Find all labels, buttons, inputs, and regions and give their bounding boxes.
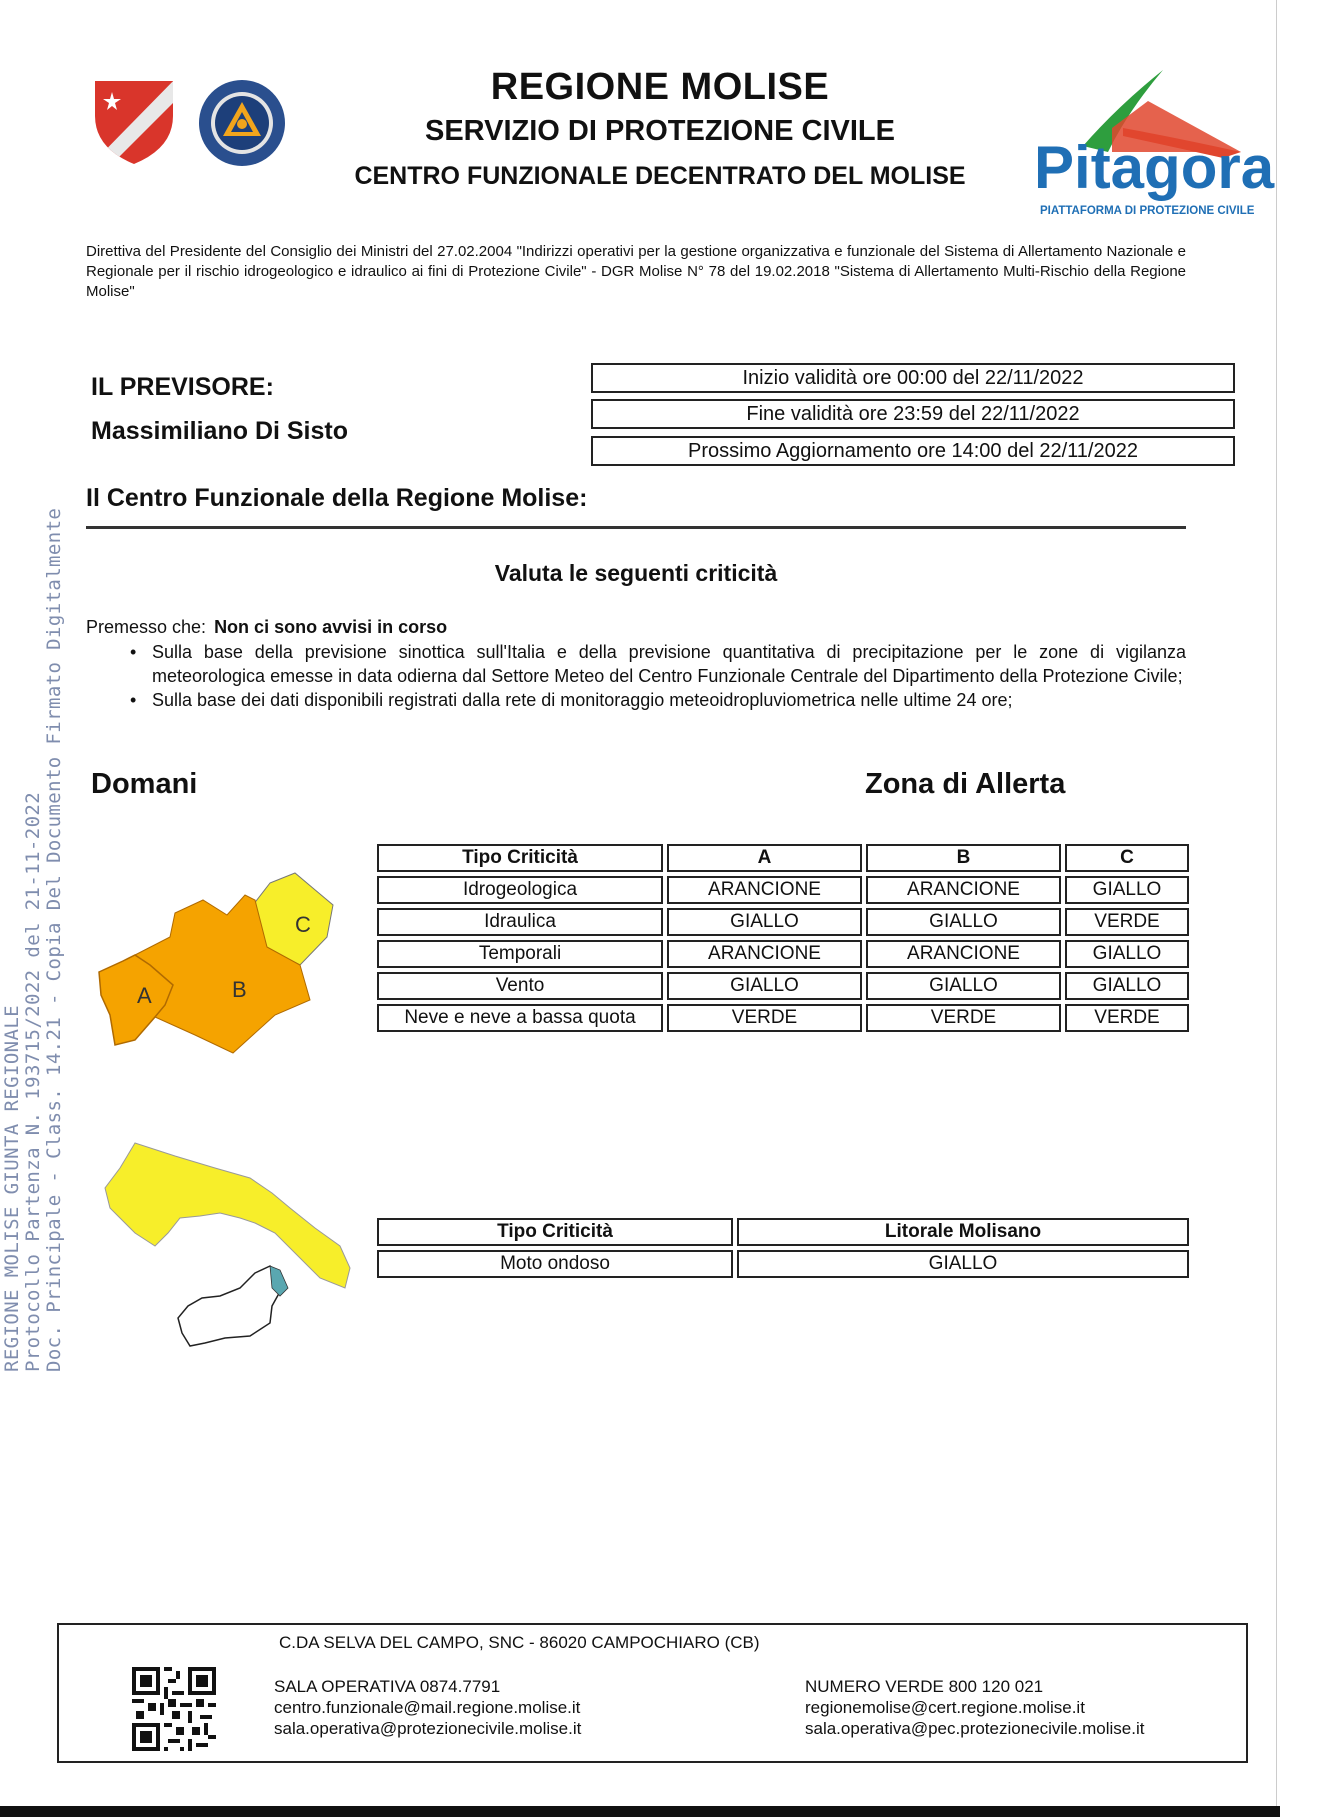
- row-label-cell: Idraulica: [377, 908, 663, 936]
- header-cell: B: [866, 844, 1061, 872]
- footer-pec-link[interactable]: sala.operativa@pec.protezionecivile.molise.it: [805, 1719, 1145, 1738]
- level-cell: GIALLO: [1065, 972, 1189, 1000]
- bullet-item: • Sulla base dei dati disponibili registrati dalla rete di monitoraggio meteoidropluviometrica nelle ultime 24 ore;: [130, 688, 1186, 712]
- zone-a-label: A: [137, 983, 152, 1008]
- footer-pec-link[interactable]: regionemolise@cert.regione.molise.it: [805, 1698, 1085, 1717]
- row-label-cell: Moto ondoso: [377, 1250, 733, 1278]
- level-cell: GIALLO: [1065, 876, 1189, 904]
- validity-start-box: Inizio validità ore 00:00 del 22/11/2022: [591, 363, 1235, 393]
- table-row: [377, 1004, 1189, 1032]
- level-cell: GIALLO: [737, 1250, 1189, 1278]
- domani-title: Domani: [91, 768, 198, 800]
- pitagora-logo: [1028, 66, 1275, 221]
- table-header-row: [377, 844, 1189, 872]
- molise-outline: [178, 1266, 282, 1346]
- zone-b-label: B: [232, 977, 247, 1002]
- forecaster-name: Massimiliano Di Sisto: [91, 417, 349, 445]
- footer-toll-free: NUMERO VERDE 800 120 021: [805, 1677, 1044, 1696]
- footer-contact-box: [57, 1623, 1248, 1763]
- logo-wordmark: Pitagora: [1034, 134, 1275, 201]
- footer-email-link[interactable]: centro.funzionale@mail.regione.molise.it: [274, 1698, 581, 1717]
- protocol-watermark: [2, 508, 65, 1372]
- premesso-bullets: [130, 640, 1186, 712]
- bullet-item: • Sulla base della previsione sinottica sull'Italia e della previsione quantitativa di precipitazione per le zone di vigilanza meteorologica emesse in data odierna dal Settore Meteo del Centro Funzionale Centrale del Dipartimento della Protezione Civile;: [130, 640, 1186, 688]
- premesso-label: Premesso che:: [86, 617, 207, 637]
- premesso-line: [86, 617, 447, 638]
- table-row: [377, 1250, 1189, 1278]
- header-cell: Litorale Molisano: [737, 1218, 1189, 1246]
- watermark-line: Doc. Principale - Class. 14.21 - Copia Del Documento Firmato Digitalmente: [43, 507, 65, 1372]
- watermark-line: REGIONE MOLISE GIUNTA REGIONALE: [1, 1004, 23, 1372]
- puglia-region-area: [105, 1143, 350, 1288]
- table-row: [377, 876, 1189, 904]
- validity-end-box: Fine validità ore 23:59 del 22/11/2022: [591, 399, 1235, 429]
- level-cell: ARANCIONE: [667, 876, 862, 904]
- header-cell: A: [667, 844, 862, 872]
- footer-address: C.DA SELVA DEL CAMPO, SNC - 86020 CAMPOCHIARO (CB): [279, 1633, 760, 1652]
- premesso-value: Non ci sono avvisi in corso: [214, 617, 448, 637]
- directive-text: Direttiva del Presidente del Consiglio dei Ministri del 27.02.2004 "Indirizzi operativi per la gestione organizzativa e funzionale del Sistema di Allertamento Nazionale e Regionale per il rischio idrogeologico e idraulico ai fini di Protezione Civile" - DGR Molise N° 78 del 19.02.2018 "Sistema di Allertamento Multi-Rischio della Regione Molise": [86, 243, 1186, 300]
- header-cell: C: [1065, 844, 1189, 872]
- level-cell: ARANCIONE: [866, 876, 1061, 904]
- level-cell: ARANCIONE: [866, 940, 1061, 968]
- region-title: REGIONE MOLISE: [490, 66, 830, 108]
- header-cell: Tipo Criticità: [377, 1218, 733, 1246]
- footer-phone: SALA OPERATIVA 0874.7791: [274, 1677, 501, 1696]
- table-row: [377, 972, 1189, 1000]
- forecaster-label: IL PREVISORE:: [91, 373, 274, 401]
- footer-email-link[interactable]: sala.operativa@protezionecivile.molise.it: [274, 1719, 582, 1738]
- zona-allerta-title: Zona di Allerta: [865, 768, 1066, 800]
- section-divider: [86, 526, 1186, 529]
- level-cell: VERDE: [667, 1004, 862, 1032]
- center-title: CENTRO FUNZIONALE DECENTRATO DEL MOLISE: [354, 162, 966, 190]
- footer-left-contacts: [274, 1676, 581, 1739]
- coast-zone-map: [100, 1138, 360, 1368]
- row-label-cell: Neve e neve a bassa quota: [377, 1004, 663, 1032]
- level-cell: GIALLO: [866, 972, 1061, 1000]
- criticality-table: [373, 840, 1193, 1036]
- zone-c-label: C: [295, 912, 311, 937]
- level-cell: GIALLO: [667, 908, 862, 936]
- alert-zone-map: [95, 865, 355, 1065]
- level-cell: ARANCIONE: [667, 940, 862, 968]
- level-cell: VERDE: [1065, 1004, 1189, 1032]
- row-label-cell: Idrogeologica: [377, 876, 663, 904]
- watermark-line: Protocollo Partenza N. 193715/2022 del 21-11-2022: [22, 791, 44, 1372]
- level-cell: VERDE: [1065, 908, 1189, 936]
- footer-right-contacts: [805, 1676, 1144, 1739]
- logo-caption: PIATTAFORMA DI PROTEZIONE CIVILE: [1040, 205, 1255, 217]
- center-heading: Il Centro Funzionale della Regione Molise:: [86, 484, 588, 512]
- page-edge: [1276, 0, 1277, 1806]
- evaluates-heading: Valuta le seguenti criticità: [494, 560, 778, 586]
- level-cell: GIALLO: [667, 972, 862, 1000]
- header-cell: Tipo Criticità: [377, 844, 663, 872]
- table-row: [377, 940, 1189, 968]
- qr-code-icon: [132, 1667, 216, 1751]
- service-title: SERVIZIO DI PROTEZIONE CIVILE: [425, 115, 895, 147]
- coast-table: [373, 1214, 1193, 1282]
- level-cell: VERDE: [866, 1004, 1061, 1032]
- table-header-row: [377, 1218, 1189, 1246]
- next-update-box: Prossimo Aggiornamento ore 14:00 del 22/11/2022: [591, 436, 1235, 466]
- bottom-bar: [0, 1806, 1280, 1817]
- level-cell: GIALLO: [1065, 940, 1189, 968]
- table-row: [377, 908, 1189, 936]
- row-label-cell: Temporali: [377, 940, 663, 968]
- row-label-cell: Vento: [377, 972, 663, 1000]
- level-cell: GIALLO: [866, 908, 1061, 936]
